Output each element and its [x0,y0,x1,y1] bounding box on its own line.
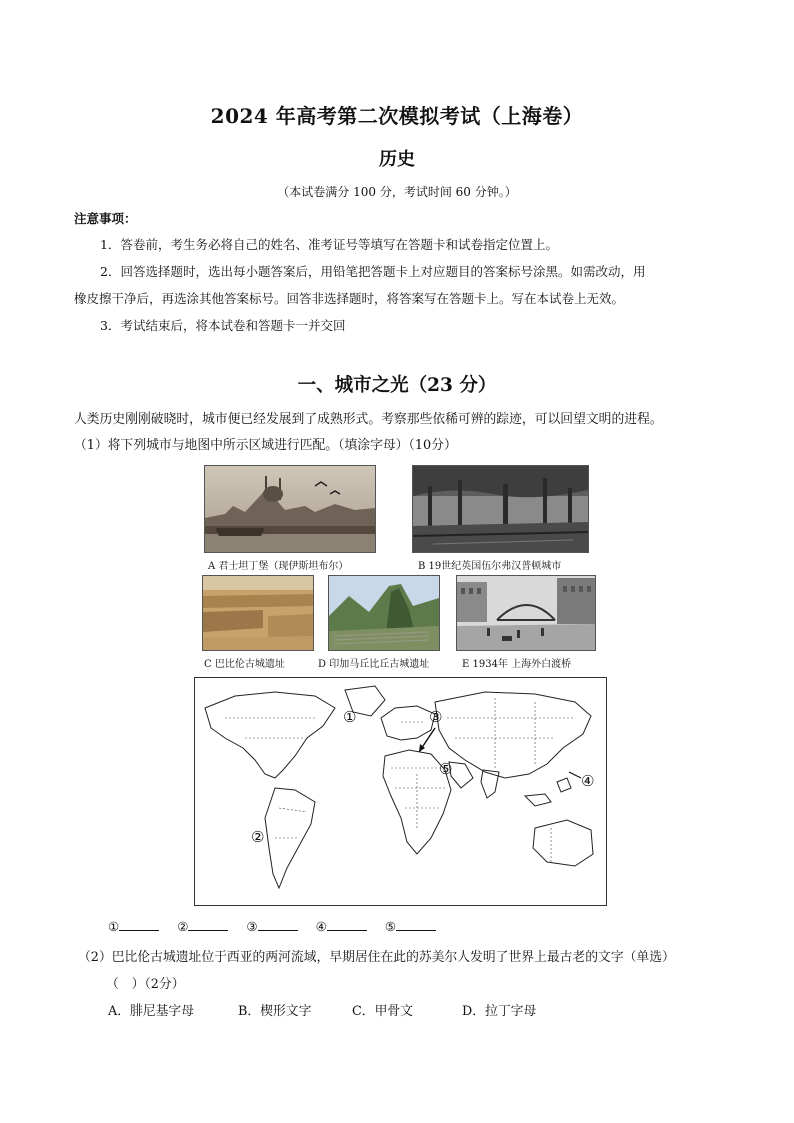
question-2-line-2: （ ）（2分） [106,977,185,992]
question-1: （1）将下列城市与地图中所示区域进行匹配。（填涂字母）（10分） [74,438,457,453]
answer-blanks [108,918,450,934]
caption-e: E 1934年 上海外白渡桥 [462,659,572,670]
subject-title: 历史 [379,149,415,170]
photo-wolverhampton [412,465,589,553]
blank-4[interactable]: ④ [316,918,367,934]
option-d[interactable]: D．拉丁字母 [462,1004,537,1019]
caption-d: D 印加马丘比丘古城遗址 [318,659,430,670]
option-b[interactable]: B．楔形文字 [238,1004,312,1019]
notice-item-2-line-1: 2．回答选择题时，选出每小题答案后，用铅笔把答题卡上对应题目的答案标号涂黑。如需改动，用 [100,264,646,279]
map-marker-1: ① [343,708,357,726]
notice-item-3: 3．考试结束后，将本试卷和答题卡一并交回 [100,318,346,333]
photo-constantinople [204,465,376,553]
photo-machu-picchu [328,575,440,651]
caption-c: C 巴比伦古城遗址 [204,659,285,670]
notice-item-2-line-2: 橡皮擦干净后，再选涂其他答案标号。回答非选择题时，将答案写在答题卡上。写在本试卷上无效。 [74,291,625,306]
blank-5[interactable]: ⑤ [385,918,436,934]
caption-a: A 君士坦丁堡（现伊斯坦布尔） [208,561,349,572]
photo-garden-bridge [456,575,596,651]
map-marker-2: ② [251,828,265,846]
map-marker-4: ④ [581,772,595,790]
notice-heading: 注意事项： [74,211,137,226]
section-intro: 人类历史刚刚破晓时，城市便已经发展到了成熟形式。考察那些依稀可辨的踪迹，可以回望文明的进程。 [74,412,663,427]
notice-item-1: 1．答卷前，考生务必将自己的姓名、准考证号等填写在答题卡和试卷指定位置上。 [100,237,558,252]
blank-2[interactable]: ② [177,918,228,934]
blank-3[interactable]: ③ [246,918,297,934]
option-a[interactable]: A．腓尼基字母 [108,1004,195,1019]
exam-title: 2024 年高考第二次模拟考试（上海卷） [210,104,584,128]
map-marker-3: ③ [429,708,443,726]
blank-1[interactable]: ① [108,918,159,934]
caption-b: B 19世纪英国伍尔弗汉普顿城市 [418,561,562,572]
world-map [194,677,607,906]
section-title: 一、城市之光（23 分） [297,375,497,396]
question-2-line-1: （2）巴比伦古城遗址位于西亚的两河流域，早期居住在此的苏美尔人发明了世界上最古老的文字（单选） [78,950,675,965]
map-marker-5: ⑤ [439,760,453,778]
option-c[interactable]: C．甲骨文 [352,1004,413,1019]
photo-babylon [202,575,314,651]
exam-info: （本试卷满分 100 分，考试时间 60 分钟。） [277,185,517,199]
